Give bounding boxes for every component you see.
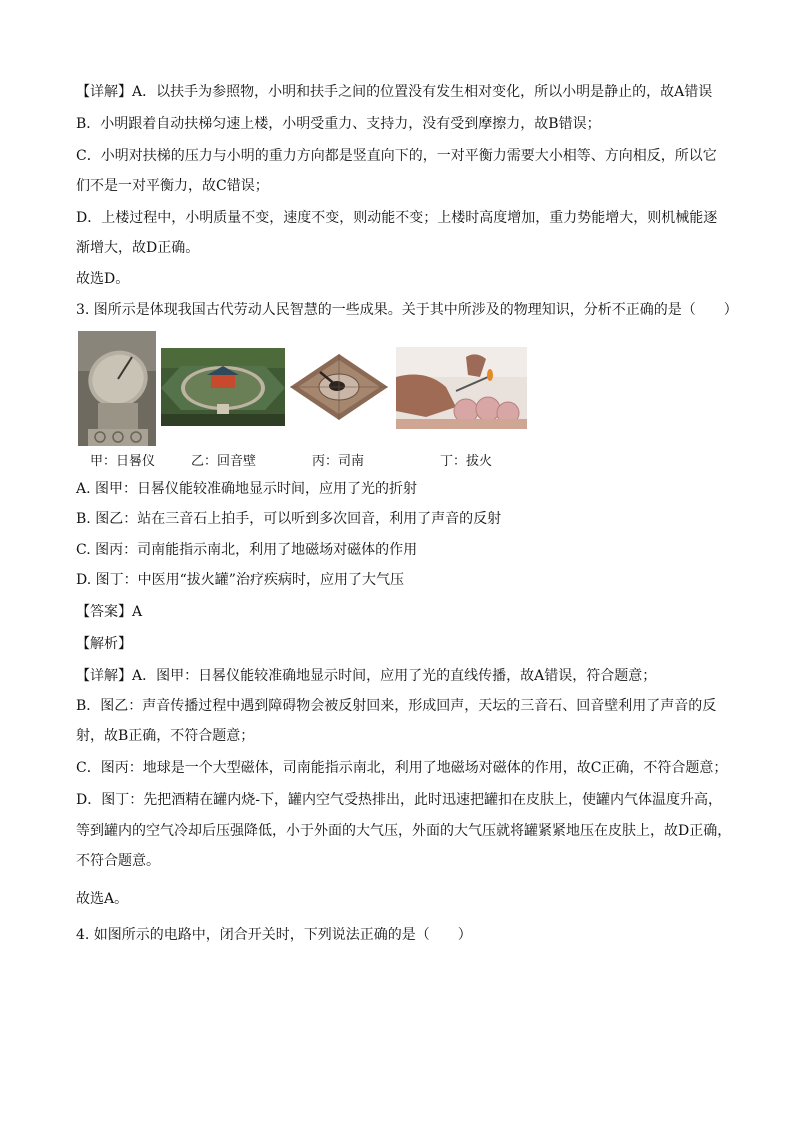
- q3-explain-a: 【详解】A．图甲：日晷仪能较准确地显示时间，应用了光的直线传播，故A错误，符合题意；: [76, 668, 657, 684]
- q3-explain-d3: 不符合题意。: [76, 853, 160, 869]
- caption-echo-wall: 乙：回音壁: [191, 454, 257, 469]
- q3-stem: 3. 图所示是体现我国古代劳动人民智慧的一些成果。关于其中所涉及的物理知识，分析不正确的是（ ）: [76, 302, 738, 318]
- q2-choose: 故选D。: [76, 271, 130, 287]
- q3-explain-b1: B．图乙：声音传播过程中遇到障碍物会被反射回来，形成回声，天坛的三音石、回音壁利用了声音的反: [76, 698, 717, 714]
- q2-explain-d2: 渐增大，故D正确。: [76, 240, 200, 256]
- q2-explain-b: B．小明跟着自动扶梯匀速上楼，小明受重力、支持力，没有受到摩擦力，故B错误；: [76, 116, 601, 132]
- q3-explain-d2: 等到罐内的空气冷却后压强降低，小于外面的大气压，外面的大气压就将罐紧紧地压在皮肤上，故D正确，: [76, 823, 732, 839]
- compass-image: [288, 350, 390, 424]
- q2-explain-a: 【详解】A．以扶手为参照物，小明和扶手之间的位置没有发生相对变化，所以小明是静止的，故A错误: [76, 84, 713, 100]
- q3-choose: 故选A。: [76, 891, 129, 907]
- caption-cupping: 丁：拔火: [440, 454, 493, 469]
- q4-stem: 4. 如图所示的电路中，闭合开关时，下列说法正确的是（ ）: [76, 927, 472, 943]
- q3-explain-b2: 射，故B正确，不符合题意；: [76, 728, 255, 744]
- q2-explain-c1: C．小明对扶梯的压力与小明的重力方向都是竖直向下的，一对平衡力需要大小相等、方向相反，所以它: [76, 148, 717, 164]
- q3-answer: 【答案】A: [76, 604, 143, 620]
- echo-wall-image: [161, 348, 285, 426]
- q3-option-c: C. 图丙：司南能指示南北，利用了地磁场对磁体的作用: [76, 542, 418, 558]
- q3-option-a: A. 图甲：日晷仪能较准确地显示时间，应用了光的折射: [76, 481, 418, 497]
- q3-option-d: D. 图丁：中医用“拔火罐”治疗疾病时，应用了大气压: [76, 572, 404, 588]
- caption-compass: 丙：司南: [312, 454, 365, 469]
- q2-explain-c2: 们不是一对平衡力，故C错误；: [76, 178, 269, 194]
- q2-explain-d1: D．上楼过程中，小明质量不变，速度不变，则动能不变；上楼时高度增加，重力势能增大，则机械能逐: [76, 210, 718, 226]
- q3-option-b: B. 图乙：站在三音石上拍手，可以听到多次回音，利用了声音的反射: [76, 511, 502, 527]
- caption-sundial: 甲：日晷仪: [90, 454, 156, 469]
- sundial-image: [78, 331, 156, 446]
- cupping-image: [396, 347, 527, 429]
- q3-explain-d1: D．图丁：先把酒精在罐内烧-下，罐内空气受热排出，此时迅速把罐扣在皮肤上，使罐内气体温度升高，: [76, 792, 722, 808]
- q3-explain-c: C．图丙：地球是一个大型磁体，司南能指示南北，利用了地磁场对磁体的作用，故C正确，不符合题意；: [76, 760, 728, 776]
- q3-analysis-head: 【解析】: [76, 636, 132, 652]
